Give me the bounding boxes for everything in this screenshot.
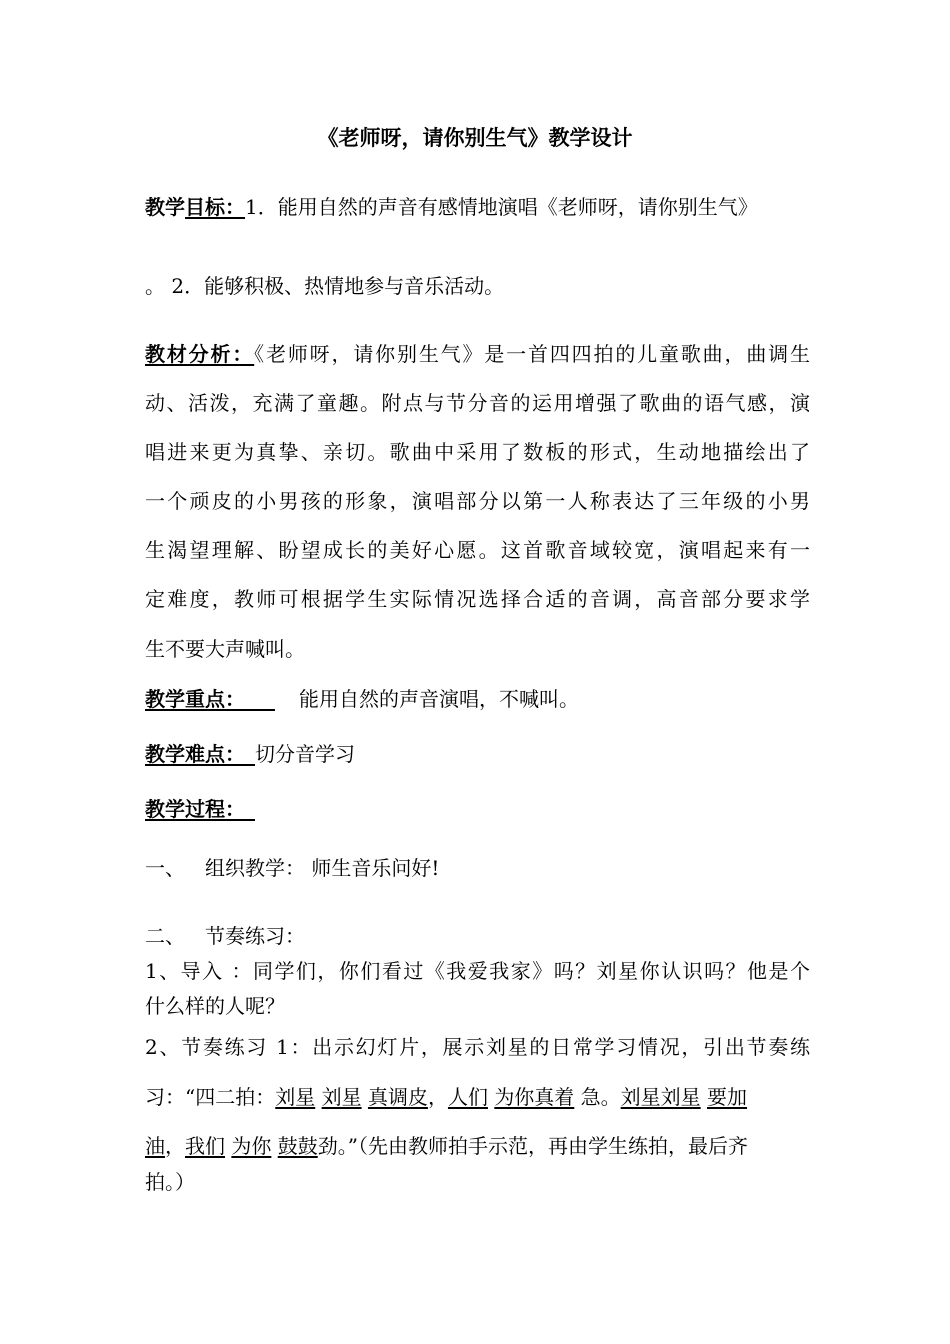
analysis-line-2: 动、活泼，充满了童趣。附点与节分音的运用增强了歌曲的语气感，演 (145, 391, 810, 415)
analysis-label: 教材分析： (145, 342, 255, 366)
rhythm-word: 我们 (185, 1134, 225, 1158)
step2-text: 节奏练习： (205, 924, 305, 948)
step1-text: 组织教学： 师生音乐问好! (205, 856, 440, 880)
step2-num: 二、 (145, 924, 185, 948)
rhythm-word: 刘星 (321, 1085, 362, 1109)
key-point-label: 教学重点： (145, 687, 245, 711)
difficulty (145, 741, 810, 767)
goals-label-a: 教学 (145, 195, 185, 219)
rhythm-word: 鼓鼓 (277, 1134, 318, 1158)
rhythm-word: 刘星 (275, 1085, 316, 1109)
rhythm-word: 要加 (707, 1085, 748, 1109)
rhythm-word: 油 (145, 1134, 165, 1158)
analysis-line-1 (145, 341, 810, 367)
rhythm-word: 为你 (231, 1134, 272, 1158)
step2-item1-a: 1、导入 ：同学们，你们看过《我爱我家》吗？刘星你认识吗？他是个 (145, 959, 810, 983)
process-label: 教学过程： (145, 797, 245, 821)
analysis-line-6: 定难度，教师可根据学生实际情况选择合适的音调，高音部分要求学 (145, 587, 810, 611)
rhythm-mid: 急。 (580, 1085, 621, 1109)
analysis-text-1: 《老师呀，请你别生气》是一首四四拍的儿童歌曲，曲调生 (254, 342, 811, 366)
difficulty-text: 切分音学习 (255, 742, 355, 766)
step2-item1-b: 什么样的人呢？ (145, 994, 285, 1018)
goals-line1: 1．能用自然的声音有感情地演唱《老师呀，请你别生气》 (245, 195, 758, 219)
step2-item2-a: 2、节奏练习 1：出示幻灯片，展示刘星的日常学习情况，引出节奏练 (145, 1035, 810, 1059)
analysis-line-3: 唱进来更为真挚、亲切。歌曲中采用了数板的形式，生动地描绘出了 (145, 440, 810, 464)
step1-num: 一、 (145, 856, 185, 880)
goals-line2: 。 2．能够积极、热情地参与音乐活动。 (145, 274, 505, 298)
key-point (145, 686, 810, 712)
rhythm-tail: 劲。”（先由教师拍手示范，再由学生练拍，最后齐 (317, 1134, 748, 1158)
analysis-line-4: 一个顽皮的小男孩的形象，演唱部分以第一人称表达了三年级的小男 (145, 489, 810, 513)
rhythm-line: 习：“四二拍：刘星 刘星 真调皮，人们 为你真着 急。刘星刘星 要加 (145, 1085, 748, 1109)
process (145, 796, 810, 822)
teaching-goals (145, 194, 810, 220)
step2-item2-d: 拍。） (145, 1170, 195, 1194)
goals-label-b: 目标： (185, 195, 245, 219)
rhythm-word: 刘星刘星 (620, 1085, 701, 1109)
document-title: 《老师呀，请你别生气》教学设计 (317, 125, 633, 150)
analysis-line-5: 生渴望理解、盼望成长的美好心愿。这首歌音域较宽，演唱起来有一 (145, 538, 810, 562)
rhythm-word: 为你真着 (494, 1085, 575, 1109)
step2 (145, 923, 810, 949)
key-point-text: 能用自然的声音演唱，不喊叫。 (299, 687, 579, 711)
rhythm-lead: 习：“四二拍： (145, 1085, 276, 1109)
difficulty-label: 教学难点： (145, 742, 245, 766)
step1 (145, 855, 810, 881)
rhythm-word: 真调皮 (367, 1085, 428, 1109)
analysis-line-7: 生不要大声喊叫。 (145, 637, 305, 661)
rhythm-line-2: 油，我们 为你 鼓鼓劲。”（先由教师拍手示范，再由学生练拍，最后齐 (145, 1134, 748, 1158)
rhythm-word: 人们 (447, 1085, 488, 1109)
